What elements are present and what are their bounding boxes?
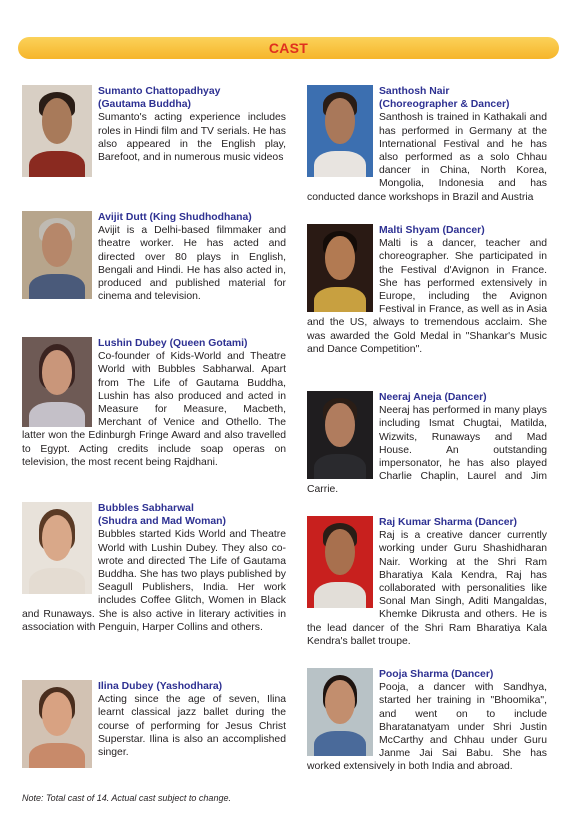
page-title: CAST [268,40,309,56]
cast-entry-ilina [22,680,286,770]
cast-entry-santhosh [307,85,547,204]
cast-role: (Gautama Buddha) [98,99,191,111]
cast-name: Lushin Dubey (Queen Gotami) [98,338,248,349]
cast-description: Avijit is a Delhi-based filmmaker and theatre worker. He has acted and directed over 80 plays in English, Bengali and Hindi. He has also acted in, produced and published material for cinema and television. [98,225,286,303]
cast-name: Pooja Sharma (Dancer) [379,669,494,680]
footnote: Note: Total cast of 14. Actual cast subject to change. [22,793,231,803]
cast-name: Ilina Dubey (Yashodhara) [98,681,223,692]
cast-banner [18,37,559,59]
portrait-photo [22,211,92,299]
cast-name: Santhosh Nair [379,86,450,97]
portrait-photo [307,85,373,177]
cast-entry-lushin [22,337,286,469]
cast-entry-malti [307,224,547,356]
cast-description: Co-founder of Kids-World and Theatre World with Bubbles Sabharwal. Apart from The Life of Gautama Buddha, Lushin has also produced and acted in Measure for Measure, Macbeth, Merchant of Venice and Othello. The latter won the Edinburgh Fringe Award and also travelled to Egypt. Acting credits include soap operas on television, the most recent being Rajdhani. [22,351,286,468]
cast-description: Neeraj has performed in many plays including Ismat Chugtai, Matilda, Wizwits, Runaways and Mad House. An outstanding impersonator, he has also played Charlie Chaplin, Laurel and Jim Carrie. [307,405,547,496]
cast-entry-avijit [22,211,286,303]
cast-entry-pooja [307,668,547,774]
portrait-photo [307,391,373,479]
cast-name: Neeraj Aneja (Dancer) [379,392,487,403]
cast-name: Sumanto Chattopadhyay [98,86,221,97]
portrait-photo [307,516,373,608]
cast-description: Sumanto's acting experience includes roles in Hindi film and TV serials. He has also appeared in the English play, Barefoot, and in numerous music videos [98,112,286,164]
cast-description: Raj is a creative dancer currently working under Guru Shashidharan Nair. Working at the Shri Ram Bharatiya Kala Kendra, Raj has collaborated with personalities like Sonal Man Singh, Aditi Mangaldas, Khemke Dikrusta and others. He is the lead dancer of the Shri Ram Bharatiya Kala Kendra's ballet troupe. [307,530,547,647]
cast-description: Pooja, a dancer with Sandhya, started her training in "Bhoomika", and went on to include Bharatanatyam under Shri Justin McCarthy and Chhau under Guru Janme Jai Sai Babu. She has worked extensively in both India and abroad. [307,682,547,773]
portrait-photo [22,502,92,594]
portrait-photo [307,224,373,312]
cast-description: Acting since the age of seven, Ilina learnt classical jazz ballet during the course of performing for Jesus Christ Superstar. Ilina is also an accomplished singer. [98,694,286,759]
cast-entry-sumanto [22,85,286,179]
cast-name: Raj Kumar Sharma (Dancer) [379,517,518,528]
cast-entry-raj [307,516,547,648]
cast-description: Bubbles started Kids World and Theatre World with Lushin Dubey. They also co-wrote and directed The Life of Gautama Buddha. She has two plays published by Seagull Publishers, India. Her work includes Coffee Glitch, Women in Black and Runaways. She is also active in literary activities in association with Penguin, Harper Collins and others. [22,529,286,633]
cast-entry-bubbles [22,502,286,634]
cast-entry-neeraj [307,391,547,497]
cast-description: Malti is a dancer, teacher and choreographer. She participated in the Festival d'Avignon in France. She has performed extensively in Europe, including the Avignon Festival in France, as well as in Asia and the US, always to tremendous acclaim. She was awarded the Gold Medal in "Shankar's Music and Dance Competition". [307,238,547,355]
cast-name: Malti Shyam (Dancer) [379,225,485,236]
cast-name: Bubbles Sabharwal [98,503,194,514]
cast-name: Avijit Dutt (King Shudhodhana) [98,212,252,223]
portrait-photo [22,337,92,427]
portrait-photo [22,680,92,768]
portrait-photo [22,85,92,177]
cast-description: Santhosh is trained in Kathakali and has performed in Germany at the International Festival and he has also performed as a solo Chhau dancer in China, North Korea, Mongolia, Indonesia and has conducted dance workshops in Brazil and Austria [307,112,547,203]
cast-role: (Shudra and Mad Woman) [98,516,226,528]
portrait-photo [307,668,373,756]
cast-role: (Choreographer & Dancer) [379,99,510,111]
